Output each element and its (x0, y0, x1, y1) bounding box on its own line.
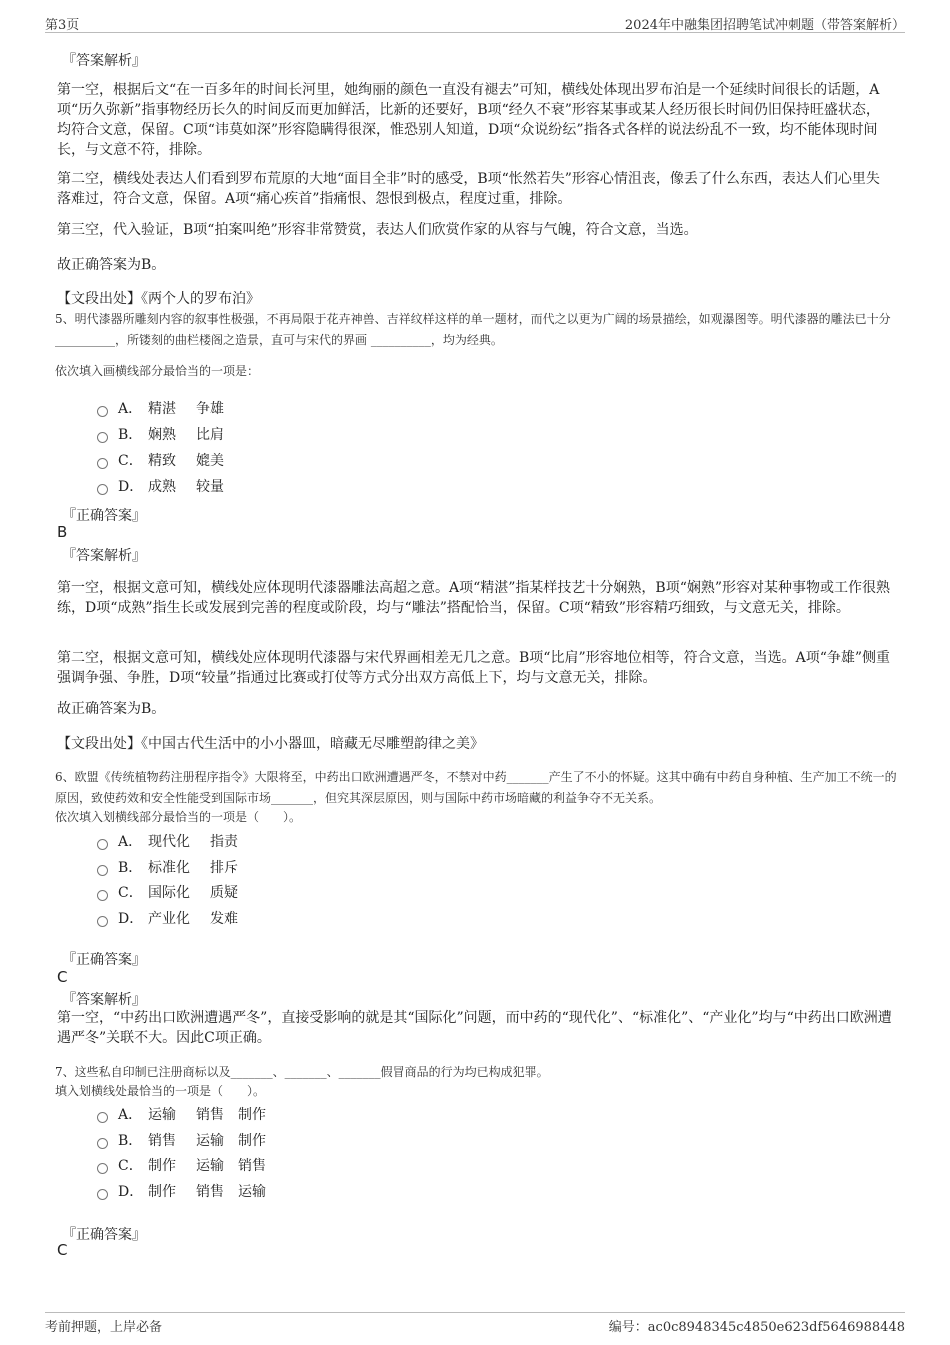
option-text: 制作 (148, 1158, 176, 1174)
correct-answer: C (57, 1241, 68, 1259)
option-d[interactable] (97, 1181, 266, 1201)
option-d[interactable] (97, 908, 238, 928)
question-6-prompt: 依次填入划横线部分最恰当的一项是（ ）。 (55, 810, 302, 824)
page-header (45, 12, 905, 33)
option-text: 标准化 (148, 860, 190, 876)
radio-button[interactable] (97, 1112, 108, 1123)
radio-button[interactable] (97, 916, 108, 927)
page-number: 第3页 (45, 18, 80, 33)
option-text: 指责 (210, 834, 238, 850)
option-text: 较量 (196, 479, 224, 495)
radio-button[interactable] (97, 406, 108, 417)
option-d[interactable] (97, 476, 224, 496)
option-text: 销售 运输 (196, 1184, 266, 1200)
option-text: 质疑 (210, 885, 238, 901)
option-letter: C． (118, 885, 143, 901)
correct-answer-label: 『正确答案』 (62, 508, 146, 524)
option-a[interactable] (97, 831, 238, 851)
analysis-label: 『答案解析』 (62, 992, 146, 1008)
correct-answer-label: 『正确答案』 (62, 1227, 146, 1243)
document-id: 编号：ac0c8948345c4850e623df5646988448 (608, 1320, 905, 1335)
analysis-label: 『答案解析』 (62, 53, 146, 69)
option-c[interactable] (97, 450, 224, 470)
correct-answer: B (57, 523, 68, 541)
option-b[interactable] (97, 1130, 266, 1150)
option-text: 制作 (148, 1184, 176, 1200)
option-a[interactable] (97, 398, 224, 418)
analysis-paragraph: 第一空，根据后文“在一百多年的时间长河里，她绚丽的颜色一直没有褪去”可知，横线处体现出罗布泊是一个延续时间很长的话题，A项“历久弥新”指事物经历长久的时间反而更加鲜活，比新的还要好，B项“经久不衰”形容某事或某人经历很长时间仍旧保持旺盛状态，均符合文意，保留。C项“讳莫如深”形容隐瞒得很深，惟恐别人知道，D项“众说纷纭”指各式各样的说法纷乱不一致，均不能体现时间长，与文意不符，排除。 (57, 82, 880, 158)
option-text: 排斥 (210, 860, 238, 876)
footer-slogan: 考前押题，上岸必备 (45, 1320, 163, 1335)
radio-button[interactable] (97, 484, 108, 495)
option-c[interactable] (97, 1155, 266, 1175)
correct-answer-label: 『正确答案』 (62, 952, 146, 968)
conclusion: 故正确答案为B。 (57, 701, 166, 717)
option-text: 销售 制作 (196, 1107, 266, 1123)
option-letter: C． (118, 1158, 143, 1174)
source-citation: 【文段出处】《两个人的罗布泊》 (57, 291, 260, 307)
correct-answer: C (57, 968, 68, 986)
option-text: 娴熟 (148, 427, 176, 443)
radio-button[interactable] (97, 1189, 108, 1200)
question-7-stem: 7、这些私自印制已注册商标以及_______、_______、_______假冒商品的行为均已构成犯罪。 (55, 1065, 549, 1079)
option-text: 发难 (210, 911, 238, 927)
radio-button[interactable] (97, 839, 108, 850)
option-text: 媲美 (196, 453, 224, 469)
option-text: 运输 销售 (196, 1158, 266, 1174)
option-letter: A． (118, 834, 143, 850)
option-text: 精湛 (148, 401, 176, 417)
radio-button[interactable] (97, 865, 108, 876)
option-letter: D． (118, 479, 144, 495)
option-text: 国际化 (148, 885, 190, 901)
radio-button[interactable] (97, 1163, 108, 1174)
option-letter: A． (118, 1107, 143, 1123)
option-letter: B． (118, 860, 143, 876)
question-5-stem: 5、明代漆器所雕刻内容的叙事性极强，不再局限于花卉神兽、吉祥纹样这样的单一题材，而代之以更为广阔的场景描绘，如观瀑图等。明代漆器的雕法已十分 __________，所镂刻的曲栏楼阁之造景，直可与宋代的界画 __________，均为经典。 (55, 312, 891, 347)
option-letter: D． (118, 1184, 144, 1200)
option-text: 产业化 (148, 911, 190, 927)
option-text: 争雄 (196, 401, 224, 417)
question-6-stem: 6、欧盟《传统植物药注册程序指令》大限将至，中药出口欧洲遭遇严冬，不禁对中药_______产生了不小的怀疑。这其中确有中药自身种植、生产加工不统一的原因，致使药效和安全性能受到国际市场_______，但究其深层原因，则与国际中药市场暗藏的利益争夺不无关系。 (55, 770, 897, 805)
analysis-paragraph: 第二空，横线处表达人们看到罗布荒原的大地“面目全非”时的感受，B项“怅然若失”形容心情沮丧，像丢了什么东西，表达人们心里失落难过，符合文意，保留。A项“痛心疾首”指痛恨、怨恨到极点，程度过重，排除。 (57, 171, 880, 207)
radio-button[interactable] (97, 458, 108, 469)
document-title: 2024年中融集团招聘笔试冲刺题（带答案解析） (624, 18, 905, 33)
option-letter: C． (118, 453, 143, 469)
analysis-label: 『答案解析』 (62, 548, 146, 564)
radio-button[interactable] (97, 432, 108, 443)
conclusion: 故正确答案为B。 (57, 257, 166, 273)
page-footer (45, 1312, 905, 1341)
analysis-paragraph: 第一空，“中药出口欧洲遭遇严冬”，直接受影响的就是其“国际化”问题，而中药的“现代化”、“标准化”、“产业化”均与“中药出口欧洲遭遇严冬”关联不大。因此C项正确。 (57, 1010, 892, 1046)
option-text: 运输 制作 (196, 1133, 266, 1149)
option-a[interactable] (97, 1104, 266, 1124)
option-b[interactable] (97, 857, 238, 877)
option-letter: B． (118, 427, 143, 443)
analysis-paragraph: 第三空，代入验证，B项“拍案叫绝”形容非常赞赏，表达人们欣赏作家的从容与气魄，符合文意，当选。 (57, 222, 698, 238)
option-text: 现代化 (148, 834, 190, 850)
option-c[interactable] (97, 882, 238, 902)
option-text: 比肩 (196, 427, 224, 443)
option-text: 运输 (148, 1107, 176, 1123)
question-5-prompt: 依次填入画横线部分最恰当的一项是： (55, 364, 260, 378)
option-letter: A． (118, 401, 143, 417)
option-text: 销售 (148, 1133, 176, 1149)
option-letter: D． (118, 911, 144, 927)
option-letter: B． (118, 1133, 143, 1149)
option-b[interactable] (97, 424, 224, 444)
question-7-prompt: 填入划横线处最恰当的一项是（ ）。 (55, 1084, 266, 1098)
option-text: 成熟 (148, 479, 176, 495)
option-text: 精致 (148, 453, 176, 469)
radio-button[interactable] (97, 890, 108, 901)
radio-button[interactable] (97, 1138, 108, 1149)
analysis-paragraph: 第二空，根据文意可知，横线处应体现明代漆器与宋代界画相差无几之意。B项“比肩”形容地位相等，符合文意，当选。A项“争雄”侧重强调争强、争胜，D项“较量”指通过比赛或打仗等方式分出双方高低上下，均与文意无关，排除。 (57, 650, 891, 686)
source-citation: 【文段出处】《中国古代生活中的小小器皿，暗藏无尽雕塑韵律之美》 (57, 736, 484, 752)
analysis-paragraph: 第一空，根据文意可知，横线处应体现明代漆器雕法高超之意。A项“精湛”指某样技艺十分娴熟，B项“娴熟”形容对某种事物或工作很熟练，D项“成熟”指生长或发展到完善的程度或阶段，均与“雕法”搭配恰当，保留。C项“精致”形容精巧细致，与文意无关，排除。 (57, 580, 891, 616)
